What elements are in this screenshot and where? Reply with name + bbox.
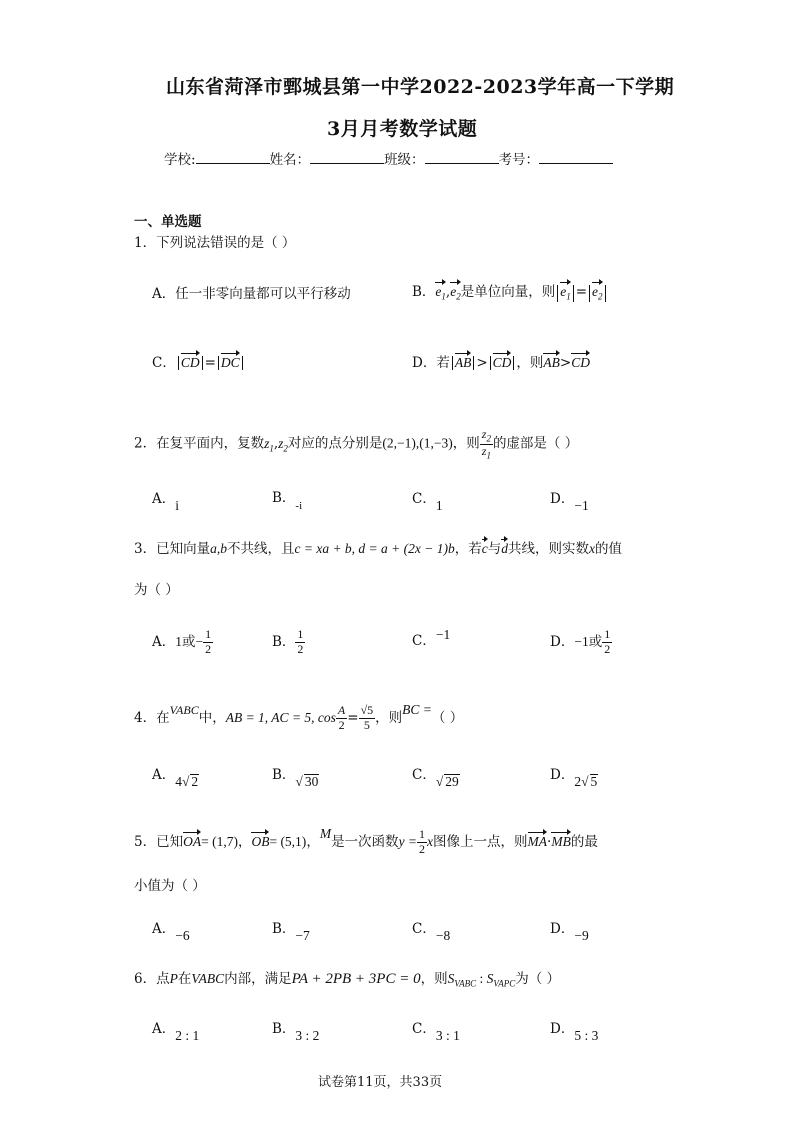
q3-option-d: D．−1或 $\frac{1}{2}$	[550, 627, 611, 656]
q1-d-vec-cd: CD	[571, 355, 590, 370]
q1-d-abs-ab: AB	[452, 356, 475, 370]
name-label: 姓名：	[269, 152, 311, 168]
q5-vec-mb: MB	[551, 833, 571, 849]
q3-expression: c = xa + b, d = a + (2x − 1)b	[294, 541, 455, 556]
q2-option-d: D．−1	[550, 491, 589, 513]
exam-id-label: 考号：	[498, 152, 540, 168]
q3-var-x: x	[589, 541, 595, 556]
q1-c-abs-dc: DC	[218, 356, 243, 370]
q6-triangle: VABC	[191, 971, 225, 986]
q2-fraction: $\frac{z_2}{z_1}$	[481, 427, 491, 461]
q2-number: 2．	[134, 435, 157, 452]
info-fields	[164, 151, 613, 168]
q2-stem: 2．在复平面内，复数$z_1,z_2$对应的点分别是(2,−1),(1,−3)，则 $\frac{z_2}{z_1}$ 的虚部是（ ）	[134, 427, 579, 461]
q4-option-c: C．√ 29	[412, 767, 459, 789]
q3-number: 3．	[134, 541, 157, 557]
name-blank[interactable]	[310, 151, 384, 164]
q1-c-abs-cd: CD	[178, 356, 203, 370]
class-label: 班级：	[384, 152, 425, 168]
q2-z1: $z_1$	[264, 435, 274, 454]
q3-vec-d: d	[501, 541, 508, 556]
school-label: 学校:	[164, 152, 196, 168]
q5-vec-ob: OB	[251, 833, 270, 849]
q5-vec-ma: MA	[527, 833, 548, 849]
q2-z2: $z_2$	[278, 435, 288, 454]
q3-option-b: B． $\frac{1}{2}$	[272, 627, 304, 656]
q3-option-c: C．−1	[412, 627, 451, 649]
q5-number: 5．	[134, 833, 157, 850]
page-footer: 试卷第11页，共33页	[318, 1075, 443, 1090]
q4-condition: AB = 1, AC = 5, cos	[225, 709, 336, 725]
q1-option-c: C． CD = DC	[152, 356, 245, 371]
q5-point-m: M	[319, 825, 332, 841]
q5-stem-line2: 小值为（ ）	[134, 878, 206, 894]
q1-number: 1．	[134, 235, 157, 251]
q1-option-a: A．任一非零向量都可以平行移动	[152, 286, 351, 302]
q6-vector-equation: PA + 2PB + 3PC = 0	[291, 971, 421, 987]
q6-option-a: A．2 : 1	[152, 1021, 200, 1043]
q6-point-p: P	[169, 971, 178, 986]
class-blank[interactable]	[425, 151, 499, 164]
q5-option-c: C．−8	[412, 921, 451, 943]
q1-b-abs-e1: $e_1$	[557, 285, 574, 302]
q1-b-abs-e2: $e_2$	[589, 285, 606, 302]
q5-option-b: B．−7	[272, 921, 310, 943]
q1-b-vec-e2: $e_2$	[450, 284, 461, 302]
title-line-2: 3月月考数学试题	[327, 118, 478, 140]
q1-d-vec-ab: AB	[543, 355, 560, 370]
q2-points: (2,−1),(1,−3)	[382, 435, 453, 451]
exam-id-blank[interactable]	[539, 151, 613, 164]
q1-d-label: D．若	[412, 355, 450, 371]
q6-option-d: D．5 : 3	[550, 1021, 599, 1043]
section-heading: 一、单选题	[134, 214, 202, 230]
q3-vec-c: c	[481, 541, 488, 556]
q6-number: 6．	[134, 971, 157, 987]
q3-stem-line1: 3．已知向量a,b不共线，且c = xa + b, d = a + (2x − 1)b，若c与d共线，则实数x的值	[134, 541, 622, 557]
q4-option-a: A．4√ 2	[152, 767, 199, 789]
q4-triangle: VABC	[169, 702, 199, 717]
q4-option-d: D．2√ 5	[550, 767, 598, 789]
q1-b-text: 是单位向量，则	[460, 284, 556, 300]
q6-stem: 6．点P在VABC内部，满足PA + 2PB + 3PC = 0，则$S_{VABC}$ : $S_{VAPC}$为（ ）	[134, 971, 561, 989]
q4-stem: 4．在VABC中，AB = 1, AC = 5, cos $\frac{A}{2}$ = $\frac{√5}{5}$ ，则BC =（ ）	[134, 701, 464, 732]
q6-option-c: C．3 : 1	[412, 1021, 460, 1043]
q5-option-a: A．−6	[152, 921, 190, 943]
q1-stem	[134, 237, 295, 251]
q6-area-ratio: $S_{VABC}$ : $S_{VAPC}$	[447, 971, 516, 989]
q5-function: y =	[398, 833, 418, 849]
q1-d-abs-cd: CD	[490, 356, 515, 370]
q3-stem-line2: 为（ ）	[134, 582, 179, 598]
q1-b-label: B．	[412, 284, 436, 300]
q5-vec-oa: OA	[183, 833, 202, 849]
q5-stem-line1: 5．已知OA= (1,7)，OB= (5,1)，M是一次函数y = $\frac{1}{2}$ x图像上一点，则MA·MB的最	[134, 825, 598, 856]
q1-text: 下列说法错误的是（ ）	[156, 235, 296, 251]
q1-c-label: C．	[152, 355, 176, 371]
q2-option-b: B．$_{-i}$	[272, 490, 303, 512]
q4-bc: BC =	[402, 701, 432, 717]
school-blank[interactable]	[196, 151, 270, 164]
q1-option-b: B．$e_1,e_2$是单位向量，则 $e_1 = e_2$	[412, 285, 608, 302]
q3-option-a: A．1或− $\frac{1}{2}$	[152, 627, 212, 656]
q1-b-vec-e1: $e_1$	[435, 284, 446, 302]
q4-option-b: B．√ 30	[272, 767, 319, 789]
q5-option-d: D．−9	[550, 921, 589, 943]
q4-number: 4．	[134, 709, 157, 726]
q3-vectors-ab: a,b	[210, 541, 227, 556]
title-line-1: 山东省菏泽市鄄城县第一中学2022-2023学年高一下学期	[166, 76, 675, 98]
q1-option-d: D．若 AB > CD ，则AB>CD	[412, 355, 590, 371]
q6-option-b: B．3 : 2	[272, 1021, 320, 1043]
q2-option-c: C．1	[412, 491, 443, 513]
q2-option-a: A．i	[152, 491, 180, 513]
